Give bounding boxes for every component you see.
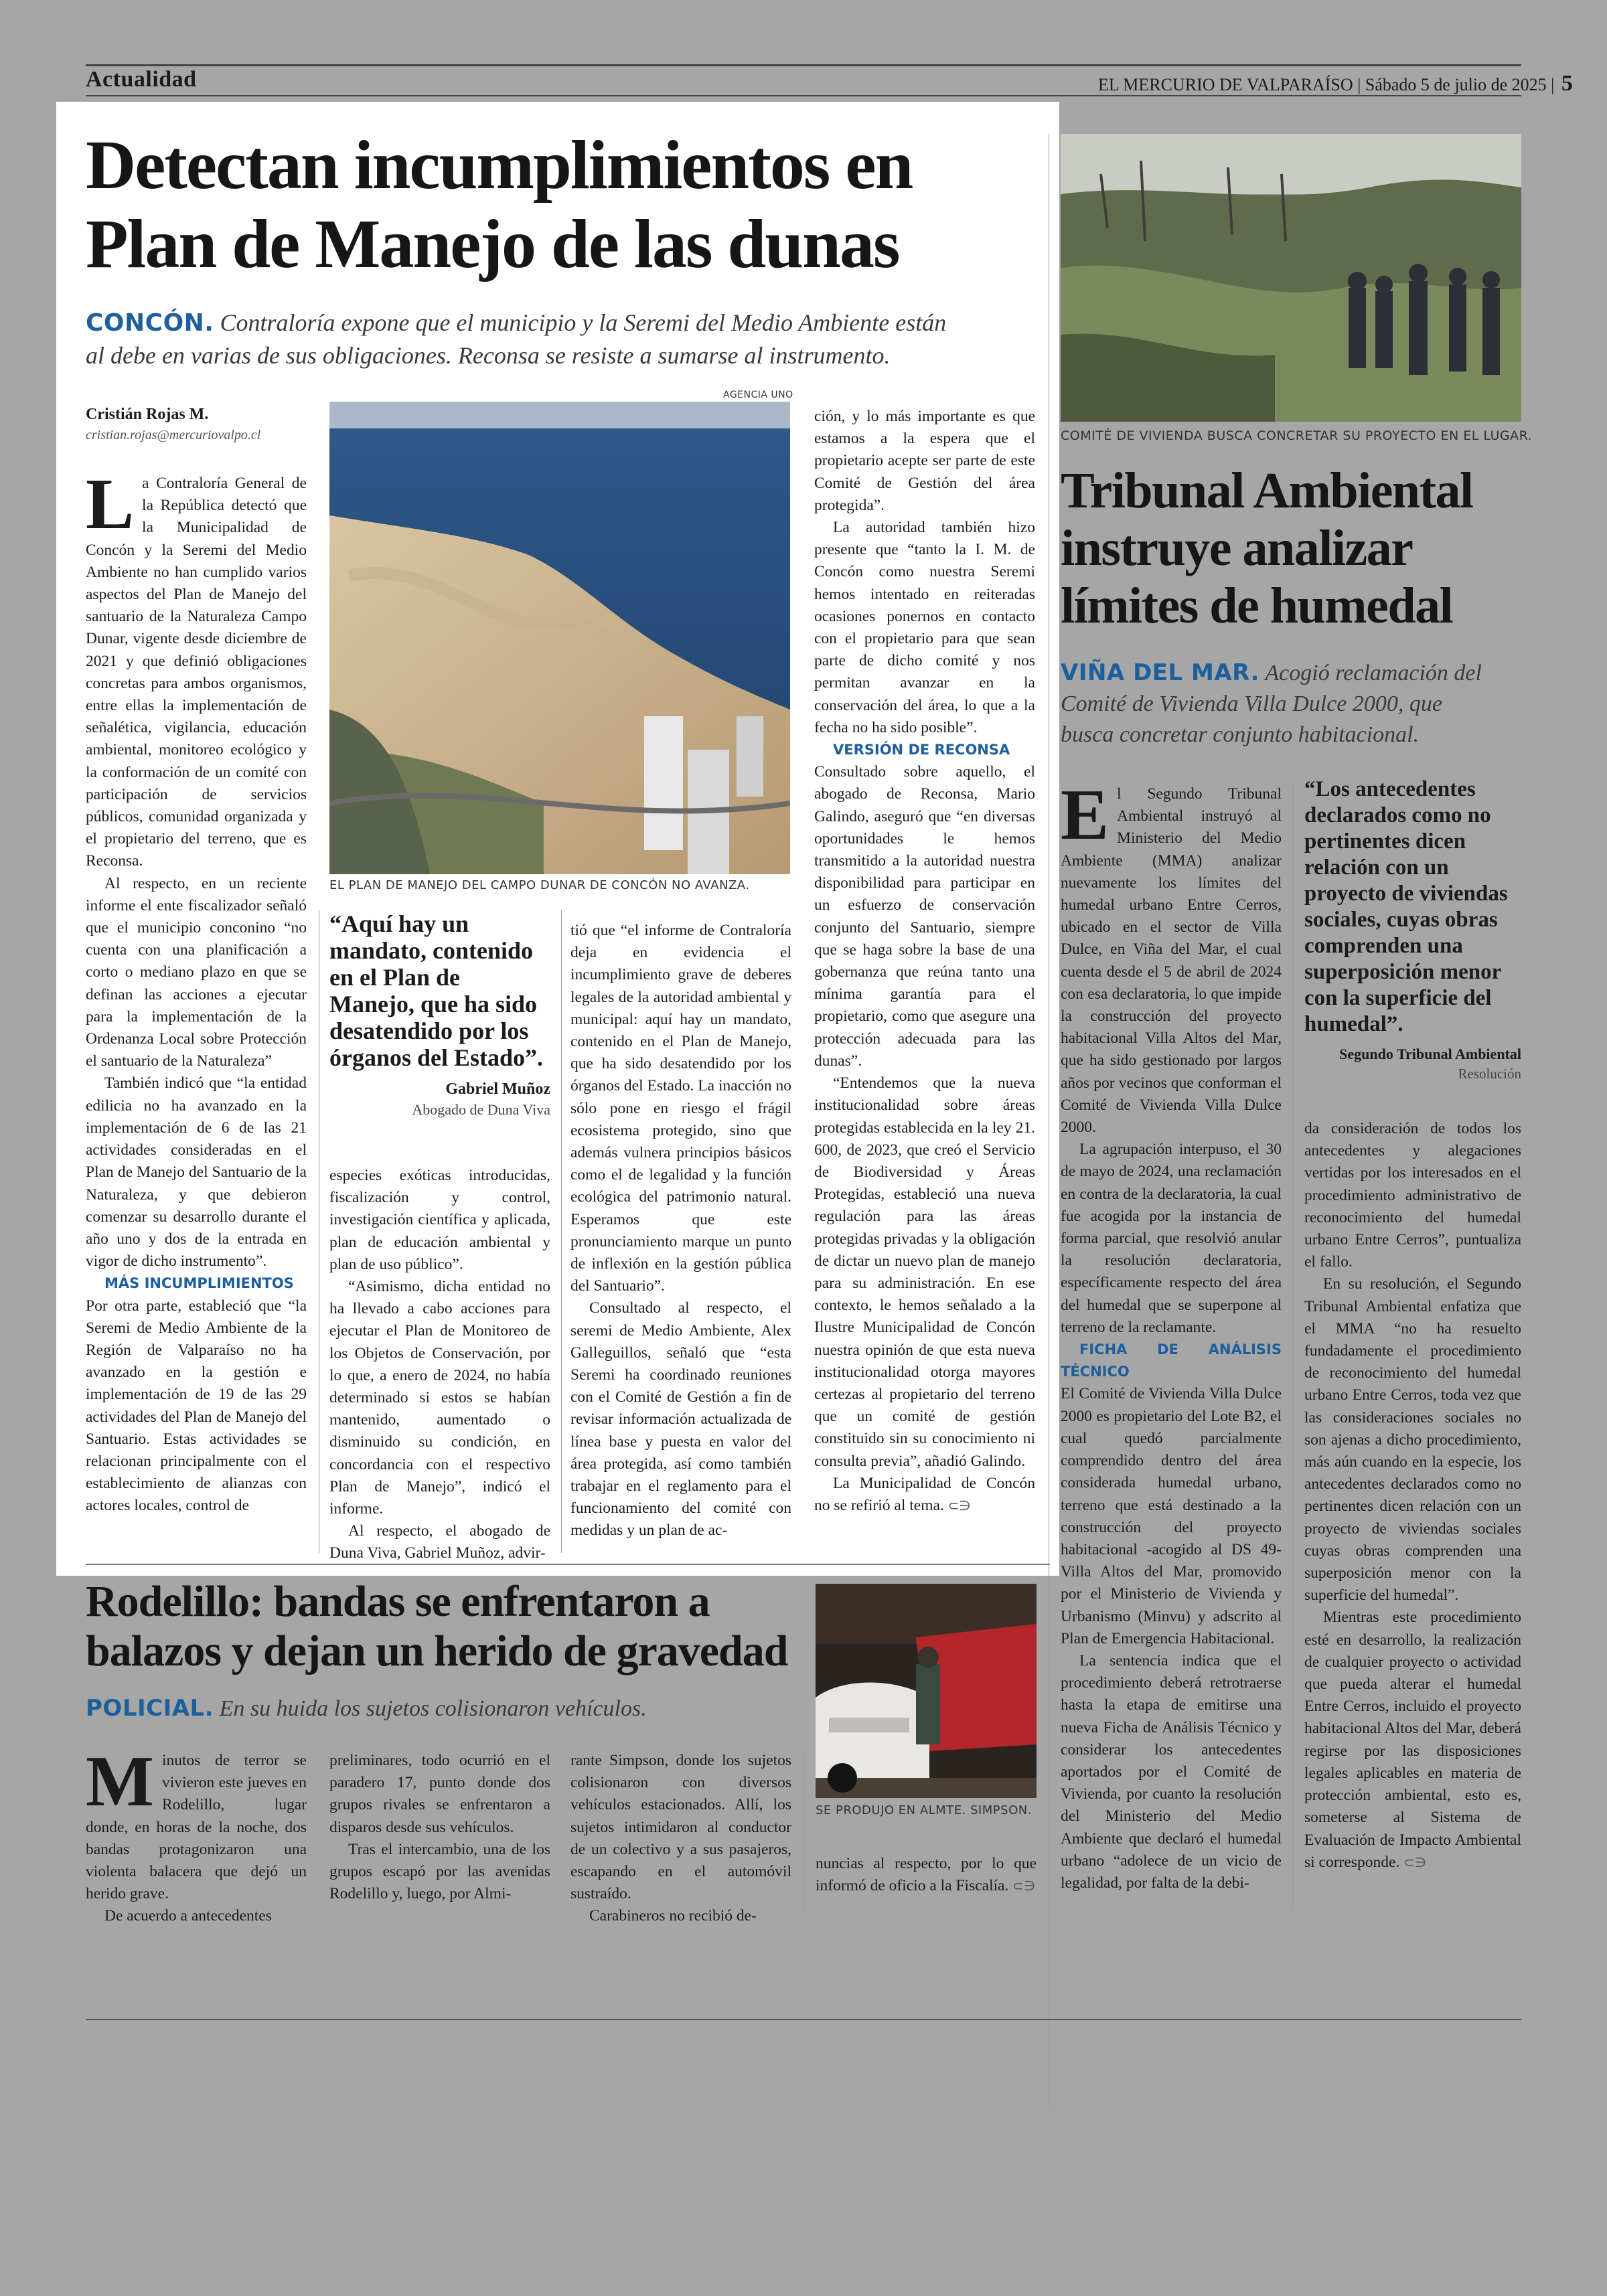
author-email: cristian.rojas@mercuriovalpo.cl	[86, 428, 261, 442]
bottom-column-1	[86, 1742, 307, 1928]
car-crash-image	[816, 1584, 1037, 1798]
right-deck-line-1: Acogió reclamación del	[1265, 661, 1482, 685]
main-col1-p3: También indicó que “la entidad edilicia no ha avanzado en la implementación de 6 de las 21 actividades consideradas en el Plan de Manejo del Santuario de la Naturaleza, y que debieron comenzar su desarrollo durante el año uno y dos de la entrada en vigor de dicho instrumento”.	[86, 1074, 307, 1270]
bottom-col2-p2: Tras el intercambio, una de los grupos escapó por las avenidas Rodelillo y, luego, por Almi-	[329, 1840, 550, 1903]
main-col2-p1: especies exóticas introducidas, fiscalización y control, investigación científica y aplicada, plan de educación ambiental y plan de uso público”.	[329, 1167, 550, 1273]
main-column-3	[570, 920, 791, 1542]
main-column-1	[86, 465, 307, 1518]
main-column-2	[329, 1165, 550, 1565]
main-col4-p4: “Entendemos que la nueva institucionalidad sobre áreas protegidas establecida en la ley 21. 600, de 2023, que creó el Servicio de Biodiversidad y Áreas Protegidas, estableció una nueva regulación para las áreas protegidas privadas y la obligación de dictar un nuevo plan de manejo para su administración. En ese contexto, le hemos señalado a la Ilustre Municipalidad de Concón nuestra opinión de que esta nueva institucionalidad otorga mayores certezas al propietario del terreno que un comité de gestión constituido sin su conocimiento ni consulta previa”, añadió Galindo.	[814, 1074, 1035, 1470]
rodelillo-photo	[816, 1584, 1037, 1798]
main-col3-p1: tió que “el informe de Contraloría deja en evidencia el incumplimiento grave de deberes legales de la autoridad ambiental y municipal: aquí hay un mandato, contenido en el Plan de Manejo, que ha sido desatendido por los órganos del Estado. La inacción no sólo pone en riesgo el frágil ecosistema protegido, sino que además vulnera principios básicos como el de legalidad y la función ecológica del patrimonio natural. Esperamos que este pronunciamiento marque un punto de inflexión en la gestión pública del Santuario”.	[570, 922, 791, 1295]
right-subhead: FICHA DE ANÁLISIS TÉCNICO	[1061, 1341, 1282, 1380]
main-deck-line-1: Contraloría expone que el municipio y la Seremi del Medio Ambiente están	[220, 309, 947, 336]
main-col2-p3: Al respecto, el abogado de Duna Viva, Gabriel Muñoz, advir-	[329, 1522, 550, 1562]
right-col1-p4: La sentencia indica que el procedimiento deberá retrotraerse hasta la etapa de emitirse una nueva Ficha de Análisis Técnico y considerar los antecedentes aportados por el Comité de Vivienda, por cuanto la resolución del Ministerio del Medio Ambiente que declaró el humedal urbano “adolece de un vicio de legalidad, por falta de la debi-	[1061, 1651, 1282, 1892]
main-headline-line-1: Detectan incumplimientos en	[86, 127, 913, 203]
right-pull-quote-text: “Los antecedentes declarados como no pertinentes dicen relación con un proyecto de viviendas sociales, cuyas obras comprenden una superposición menor con la superficie del humedal”.	[1304, 777, 1508, 1036]
main-col2-p2: “Asimismo, dicha entidad no ha llevado a cabo acciones para ejecutar el Plan de Monitoreo de los Objetos de Conservación, por lo que, a enero de 2024, no había determinado si estos se habían mantenido, aumentado o disminuido su condición, en concordancia con el respectivo Plan de Manejo”, indicó el informe.	[329, 1278, 550, 1518]
right-col1-p2: La agrupación interpuso, el 30 de mayo de 2024, una reclamación en contra de la declaratoria, la cual fue acogida por la instancia de forma parcial, que resolvió anular la resolución declaratoria, específicamente respecto del área del humedal que se superpone al terreno de la reclamante.	[1061, 1141, 1282, 1336]
bottom-drop-cap: M	[86, 1742, 154, 1821]
main-drop-cap: L	[86, 465, 135, 544]
right-col2-p2: En su resolución, el Segundo Tribunal Ambiental enfatiza que el MMA “no ha resuelto fundadamente el procedimiento de reconocimiento del humedal urbano Entre Cerros, toda vez que las consideraciones sociales no son ajenas a dicho procedimiento, más aún cuando en la especie, los antecedentes declarados como no pertinentes dicen relación con un proyecto de viviendas sociales cuyas obras comprenden una superposición menor con la superficie del humedal”.	[1304, 1275, 1521, 1605]
main-pull-role: Abogado de Duna Viva	[412, 1101, 550, 1118]
main-deck-line-2: al debe en varias de sus obligaciones. Reconsa se resiste a sumarse al instrumento.	[86, 342, 891, 369]
bottom-col1-p1: inutos de terror se vivieron este jueves en Rodelillo, lugar donde, en horas de la noche, dos bandas protagonizaron una violenta balacera que dejó un herido grave.	[86, 1752, 307, 1903]
bottom-headline-line-2: balazos y dejan un herido de gravedad	[86, 1627, 788, 1675]
right-col2-p3: Mientras este procedimiento esté en desarrollo, la realización de cualquier proyecto o actividad que pueda alterar el humedal Entre Cerros, incluido el proyecto habitacional Altos del Mar, deberá regirse por las disposiciones legales aplicables en materia de protección ambiental, esto es, someterse al Sistema de Evaluación de Impacto Ambiental si corresponde.	[1304, 1609, 1521, 1871]
bottom-col2-p1: preliminares, todo ocurrió en el paradero 17, punto donde dos grupos rivales se enfrentaron a disparos desde sus vehículos.	[329, 1752, 550, 1836]
byline	[86, 406, 307, 443]
humedal-visit-image	[1061, 134, 1521, 422]
right-drop-cap: E	[1061, 775, 1109, 855]
page-number: 5	[1561, 71, 1573, 96]
right-column-2	[1304, 1118, 1521, 1874]
right-deck	[1061, 657, 1521, 750]
end-mark-icon: ⊂∋	[1012, 1878, 1036, 1894]
bottom-kicker: POLICIAL.	[86, 1695, 214, 1722]
humedal-photo	[1061, 134, 1521, 422]
right-headline-line-2: instruye analizar	[1061, 520, 1413, 576]
right-deck-line-2: Comité de Vivienda Villa Dulce 2000, que	[1061, 691, 1442, 716]
main-headline-line-2: Plan de Manejo de las dunas	[86, 206, 899, 282]
bottom-headline-line-1: Rodelillo: bandas se enfrentaron a	[86, 1577, 710, 1626]
right-col1-p1: l Segundo Tribunal Ambiental instruyó al Ministerio del Medio Ambiente (MMA) analizar nuevamente los límites del humedal urbano Entre Cerros, ubicado en el sector de Villa Dulce, en Viña del Mar, el cual cuenta desde el 5 de abril de 2024 con esa declaratoria, lo que impide la construcción del proyecto habitacional Villa Altos del Mar, que ha sido gestionado por largos años por vecinos que conforman el Comité de Vivienda Villa Dulce 2000.	[1061, 785, 1282, 1137]
right-deck-line-3: busca concretar conjunto habitacional.	[1061, 722, 1420, 747]
main-col3-p2: Consultado al respecto, el seremi de Medio Ambiente, Alex Galleguillos, señaló que “esta Seremi ha coordinado reuniones con el Comité de Gestión a fin de revisar información actualizada de línea base y puesta en valor del área protegida, así como también trabajar en el reglamento para el funcionamiento del comité con medidas y un plan de ac-	[570, 1299, 791, 1540]
main-photo-caption: EL PLAN DE MANEJO DEL CAMPO DUNAR DE CONCÓN NO AVANZA.	[329, 878, 750, 892]
right-pull-name: Segundo Tribunal Ambiental	[1339, 1046, 1521, 1062]
main-pull-quote	[329, 910, 550, 1119]
main-subhead-2: VERSIÓN DE RECONSA	[833, 742, 1010, 758]
bottom-deck-text: En su huida los sujetos colisionaron vehículos.	[219, 1696, 647, 1721]
right-col2-p1: da consideración de todos los antecedentes y alegaciones vertidas por los interesados en el procedimiento administrativo de reconocimiento del humedal urbano Entre Cerros”, puntualiza el fallo.	[1304, 1120, 1521, 1271]
right-photo-caption: COMITÉ DE VIVIENDA BUSCA CONCRETAR SU PROYECTO EN EL LUGAR.	[1061, 428, 1533, 443]
bottom-column-2	[329, 1750, 550, 1905]
right-pull-role: Resolución	[1458, 1066, 1521, 1082]
masthead-text: EL MERCURIO DE VALPARAÍSO | Sábado 5 de julio de 2025 |	[1098, 75, 1555, 94]
main-column-4	[814, 406, 1035, 1517]
section-label: Actualidad	[86, 67, 197, 92]
dunes-photo	[329, 402, 790, 874]
main-col4-p2: La autoridad también hizo presente que “tanto la I. M. de Concón como nuestra Seremi hemos intentado en reiteradas ocasiones ponernos en contacto con el propietario para que sean parte de dicho comité y nos permitan avanzar en la conservación del área, lo que a la fecha no ha sido posible”.	[814, 519, 1035, 736]
right-col1-p3: El Comité de Vivienda Villa Dulce 2000 es propietario del Lote B2, el cual quedó parcialmente comprendido dentro del área considerada humedal urbano, terreno que está destinado a la construcción del proyecto habitacional -acogido al DS 49- Villa Altos del Mar, promovido por el Ministerio de Vivienda y Urbanismo (Minvu) y adscrito al Plan de Emergencia Habitacional.	[1061, 1385, 1282, 1647]
right-kicker: VIÑA DEL MAR.	[1061, 659, 1259, 686]
bottom-col4-p1: nuncias al respecto, por lo que informó de oficio a la Fiscalía.	[816, 1855, 1037, 1895]
right-pull-quote	[1304, 776, 1521, 1082]
main-col1-p4: Por otra parte, estableció que “la Seremi de Medio Ambiente de la Región de Valparaíso no ha avanzado en la gestión e implementación de 19 de las 29 actividades del Plan de Manejo del Santuario. Estas actividades se relacionan principalmente con el establecimiento de alianzas con actores locales, control de	[86, 1297, 307, 1515]
bottom-col1-p2: De acuerdo a antecedentes	[104, 1907, 272, 1925]
bottom-photo-caption: SE PRODUJO EN ALMTE. SIMPSON.	[816, 1803, 1032, 1817]
end-mark-icon: ⊂∋	[1403, 1854, 1427, 1870]
main-deck	[86, 307, 1057, 372]
right-headline	[1061, 462, 1521, 635]
main-col1-p2: Al respecto, en un reciente informe el ente fiscalizador señaló que el municipio conconino “no cuenta con una planificación a corto o mediano plazo en que se definan las acciones a ejecutar para la implementación de la Ordenanza Local sobre Protección el santuario de la Naturaleza”	[86, 874, 307, 1070]
bottom-col3-p1: rante Simpson, donde los sujetos colisionaron con diversos vehículos estacionados. Allí, los sujetos intimidaron al conductor de un colectivo y a sus pasajeros, escapando en el automóvil sustraído.	[570, 1752, 791, 1903]
right-column-1	[1061, 775, 1282, 1894]
main-col4-p1: ción, y lo más importante es que estamos a la espera que el propietario acepte ser parte de este Comité de Gestión del área protegida”.	[814, 408, 1035, 514]
right-headline-line-3: límites de humedal	[1061, 578, 1453, 634]
main-pull-name: Gabriel Muñoz	[445, 1080, 550, 1098]
bottom-column-3	[570, 1750, 791, 1928]
photo-credit: AGENCIA UNO	[723, 390, 793, 400]
bottom-deck	[86, 1694, 809, 1724]
main-pull-quote-text: “Aquí hay un mandato, contenido en el Plan de Manejo, que ha sido desatendido por los órganos del Estado”.	[329, 910, 544, 1071]
masthead	[1098, 71, 1573, 96]
main-col1-p1: a Contraloría General de la República detectó que la Municipalidad de Concón y la Seremi del Medio Ambiente no han cumplido varios aspectos del Plan de Manejo del santuario de la Naturaleza Campo Dunar, vigente desde diciembre de 2021 y que definió obligaciones concretas para ambos organismos, entre ellas la implementación de señalética, vigilancia, educación ambiental, monitoreo ecológico y la conformación de un comité con participación de servicios públicos, comunidad organizada y el propietario del terreno, que es Reconsa.	[86, 475, 307, 870]
right-headline-line-1: Tribunal Ambiental	[1061, 463, 1473, 519]
main-subhead-1: MÁS INCUMPLIMIENTOS	[104, 1275, 294, 1292]
bottom-col3-p2: Carabineros no recibió de-	[589, 1907, 757, 1925]
main-headline	[86, 126, 1057, 284]
main-col4-p5: La Municipalidad de Concón no se refirió al tema.	[814, 1474, 1035, 1514]
dunes-aerial-image	[329, 402, 790, 874]
author-name: Cristián Rojas M.	[86, 406, 209, 423]
main-kicker: CONCÓN.	[86, 309, 214, 337]
main-col4-p3: Consultado sobre aquello, el abogado de Reconsa, Mario Galindo, aseguró que “en diversas oportunidades le hemos transmitido a la autoridad nuestra disponibilidad para participar en un esfuerzo de conservación conjunto del Santuario, siempre que se haga sobre la base de una gobernanza que reúna tanto una mínima garantía para el propietario, como que asegure una protección adecuada para las dunas”.	[814, 763, 1035, 1070]
bottom-column-4	[816, 1853, 1037, 1897]
end-mark-icon: ⊂∋	[947, 1497, 971, 1513]
